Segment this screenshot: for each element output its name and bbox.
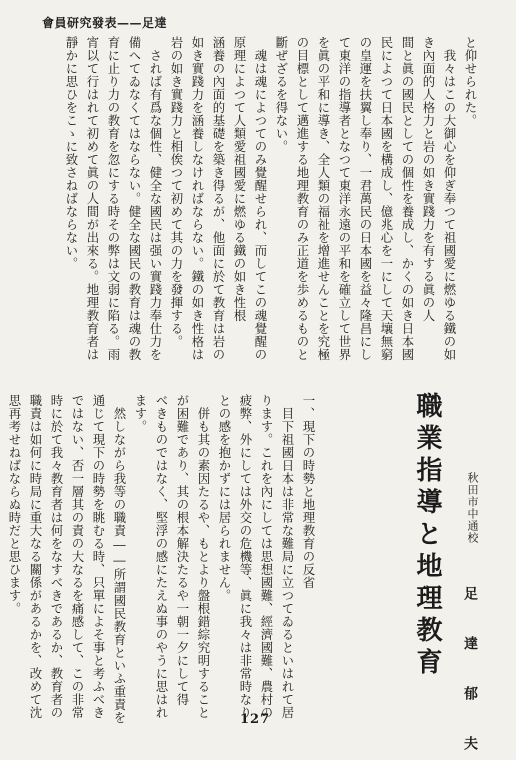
text-column: 岩の如き實踐力と相俟つて初めて其の力を發揮する。 [169, 36, 184, 348]
text-column: 宵以て行はれて初めて眞の人間が出來る。地理教育者は [85, 36, 100, 361]
text-column: 斷ぜざるを得ない。 [274, 36, 289, 153]
text-column: 靜かに思ひをこゝに致さねばならない。 [64, 36, 79, 270]
text-column: 原理によつて人類愛祖國愛に燃ゆる鐵の如き性根 [232, 36, 247, 322]
text-column: 一、現下の時勢と地理教育の反省 [301, 394, 316, 589]
text-column: き內面的人格力と岩の如き實踐力を有する眞の人 [421, 36, 436, 322]
text-column: 備へてゐなくてはならない。健全な國民の教育は魂の教 [127, 36, 142, 361]
text-column: の皇運を扶翼し奉り、一君萬民の日本國を益々隆昌にし [358, 36, 373, 361]
text-column: 我々はこの大御心を仰ぎ奉つて祖國愛に燃ゆる鐵の如 [442, 36, 457, 361]
text-column: との感を抱かずには居られません。 [217, 394, 232, 602]
text-column: 民によつて日本國を構成し、億兆心を一にして天壤無窮 [379, 36, 394, 361]
text-column: 思再考せねばならぬ時だと思ひます。 [7, 394, 22, 615]
text-column: 然しながら我等の職責――所謂國民教育といふ重責を [112, 394, 127, 725]
text-column: と仰せられた。 [463, 36, 478, 127]
page-number: 127 [240, 712, 271, 727]
text-column: べきものではなく、堅浮の感にたえぬ事のやうに思はれ [154, 394, 169, 719]
text-column: を眞の平和に導き、全人類の福祉を增進せんことを究極 [316, 36, 331, 361]
text-column: されば有爲な個性、健全な國民は强い實踐力奉仕力を [148, 36, 163, 361]
running-head: 會員研究發表——足達 [42, 16, 168, 30]
text-column: 如き實踐力を涵養しなければならない。鐵の如き性格は [190, 36, 205, 361]
text-column: 時に於て我々教育者は何をなすべきであるか、教育者の [49, 394, 64, 719]
author-affiliation: 秋田市中通校 [466, 472, 479, 544]
text-column: が困難であり、其の根本解決たるや一朝一夕にして得 [175, 394, 190, 706]
text-column: て東洋の指導者となつて東洋永遠の平和を確立して世界 [337, 36, 352, 361]
text-column: ます。 [133, 394, 148, 433]
article-title: 職業指導と地理教育 [412, 392, 442, 680]
text-column: 疲弊、外にしては外交の危機等、眞に我々は非常時なり [238, 394, 253, 719]
text-column: 間と眞の國民としての個性を養成し、かくの如き日本國 [400, 36, 415, 361]
text-column: 通じて現下の時勢を眺むる時、只單によそ事と考ふべき [91, 394, 106, 719]
text-column: 育に止り力の教育を忽にする時その弊は文弱に陷る。雨 [106, 36, 121, 361]
text-column: 職責は如何に時局に重大なる關係があるかを、改めて沈 [28, 394, 43, 719]
text-column: 併も其の素因たるや、もとより盤根錯綜究明すること [196, 394, 211, 719]
text-column: 目下祖國日本は非常な難局に立つてゐるといはれて居 [280, 394, 295, 719]
top-text-block [61, 36, 481, 361]
author-name: 足 達 郁 夫 [462, 586, 478, 760]
text-column: の目標として邁進する地理教育のみ正道を歩めるものと [295, 36, 310, 361]
text-column: ではない、否一層其の責の大なるを痛感して、この非常 [70, 394, 85, 719]
text-column: 魂は魂によつてのみ覺醒せられ、而してこの魂覺醒の [253, 36, 268, 361]
text-column [0, 394, 4, 694]
text-column: ります。これを內にしては思想國難、經濟國難、農村の [259, 394, 274, 719]
text-column: 涵養の內面的基礎を築き得るが、他面に於て教育は岩の [211, 36, 226, 361]
